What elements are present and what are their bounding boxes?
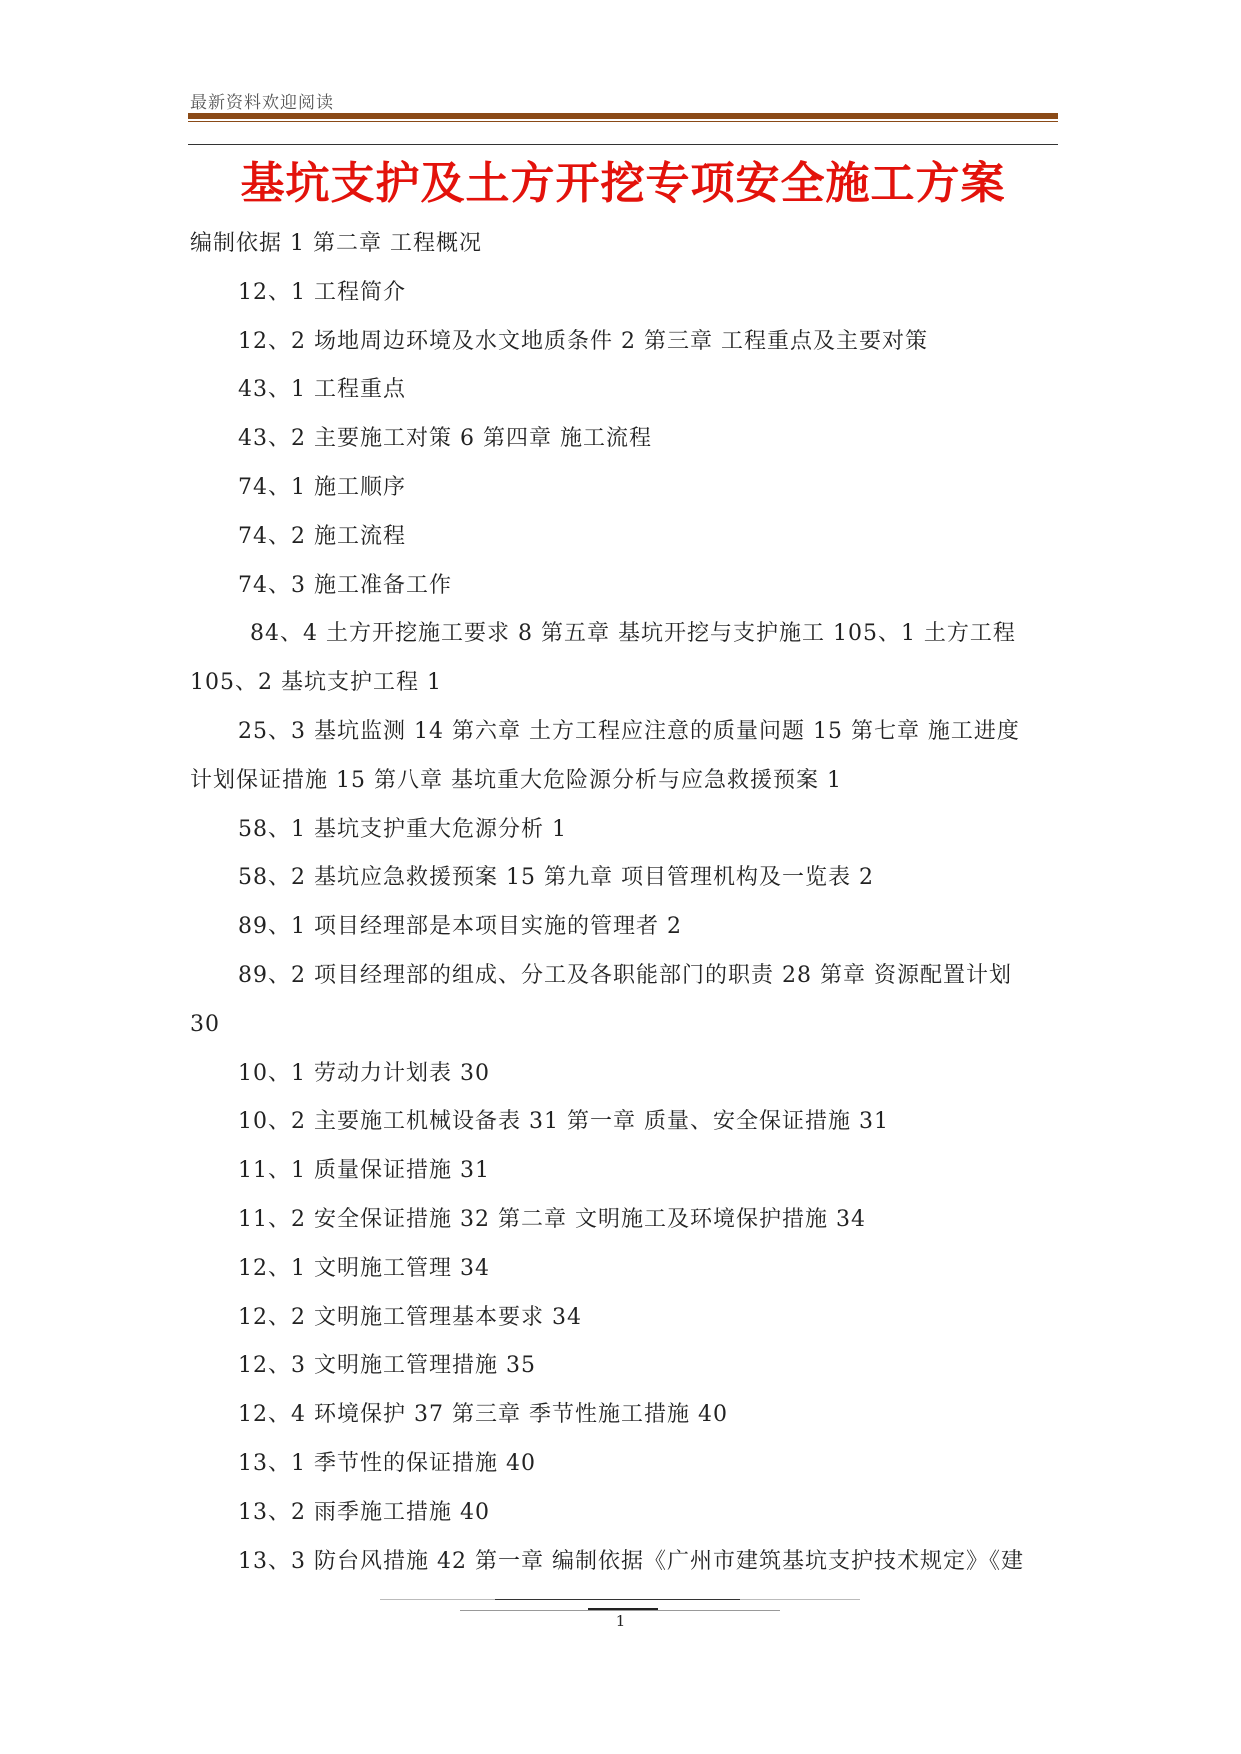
footer-rule	[460, 1610, 780, 1611]
header-rule-thin	[188, 121, 1058, 122]
header-rule-black	[188, 144, 1058, 145]
toc-line: 84、4 土方开挖施工要求 8 第五章 基坑开挖与支护施工 105、1 土方工程	[250, 621, 1016, 647]
toc-line: 11、2 安全保证措施 32 第二章 文明施工及环境保护措施 34	[238, 1206, 866, 1232]
toc-line: 58、1 基坑支护重大危源分析 1	[238, 816, 567, 842]
toc-line: 74、1 施工顺序	[238, 474, 406, 500]
toc-line: 12、4 环境保护 37 第三章 季节性施工措施 40	[238, 1402, 728, 1428]
toc-line: 13、1 季节性的保证措施 40	[238, 1450, 536, 1476]
toc-line: 43、2 主要施工对策 6 第四章 施工流程	[238, 426, 652, 452]
footer-rule	[588, 1608, 658, 1610]
toc-line: 58、2 基坑应急救援预案 15 第九章 项目管理机构及一览表 2	[238, 865, 874, 891]
toc-line: 89、1 项目经理部是本项目实施的管理者 2	[238, 914, 682, 940]
toc-line: 13、2 雨季施工措施 40	[238, 1499, 490, 1525]
toc-line: 编制依据 1 第二章 工程概况	[190, 231, 482, 256]
toc-line: 12、2 文明施工管理基本要求 34	[238, 1304, 582, 1330]
table-of-contents	[190, 220, 1070, 1586]
document-title: 基坑支护及土方开挖专项安全施工方案	[240, 158, 1006, 209]
toc-line: 43、1 工程重点	[238, 377, 406, 403]
toc-line: 10、1 劳动力计划表 30	[238, 1060, 490, 1086]
toc-line: 105、2 基坑支护工程 1	[190, 670, 442, 696]
toc-line: 12、3 文明施工管理措施 35	[238, 1353, 536, 1379]
toc-line: 12、1 文明施工管理 34	[238, 1255, 490, 1281]
header-rule-thick	[188, 113, 1058, 119]
toc-line: 89、2 项目经理部的组成、分工及各职能部门的职责 28 第章 资源配置计划	[238, 962, 1012, 988]
toc-line: 74、3 施工准备工作	[238, 572, 452, 598]
toc-line: 计划保证措施 15 第八章 基坑重大危险源分析与应急救援预案 1	[190, 767, 842, 793]
running-header: 最新资料欢迎阅读	[190, 93, 334, 113]
toc-line: 11、1 质量保证措施 31	[238, 1158, 490, 1184]
toc-line: 13、3 防台风措施 42 第一章 编制依据《广州市建筑基坑支护技术规定》《建	[238, 1548, 1024, 1574]
toc-line: 10、2 主要施工机械设备表 31 第一章 质量、安全保证措施 31	[238, 1109, 889, 1135]
page-number: 1	[615, 1612, 626, 1630]
toc-line: 12、2 场地周边环境及水文地质条件 2 第三章 工程重点及主要对策	[238, 328, 928, 354]
footer-rule	[495, 1599, 740, 1600]
toc-line: 30	[190, 1011, 220, 1037]
toc-line: 74、2 施工流程	[238, 523, 406, 549]
toc-line: 12、1 工程简介	[238, 279, 406, 305]
toc-line: 25、3 基坑监测 14 第六章 土方工程应注意的质量问题 15 第七章 施工进度	[238, 718, 1020, 744]
